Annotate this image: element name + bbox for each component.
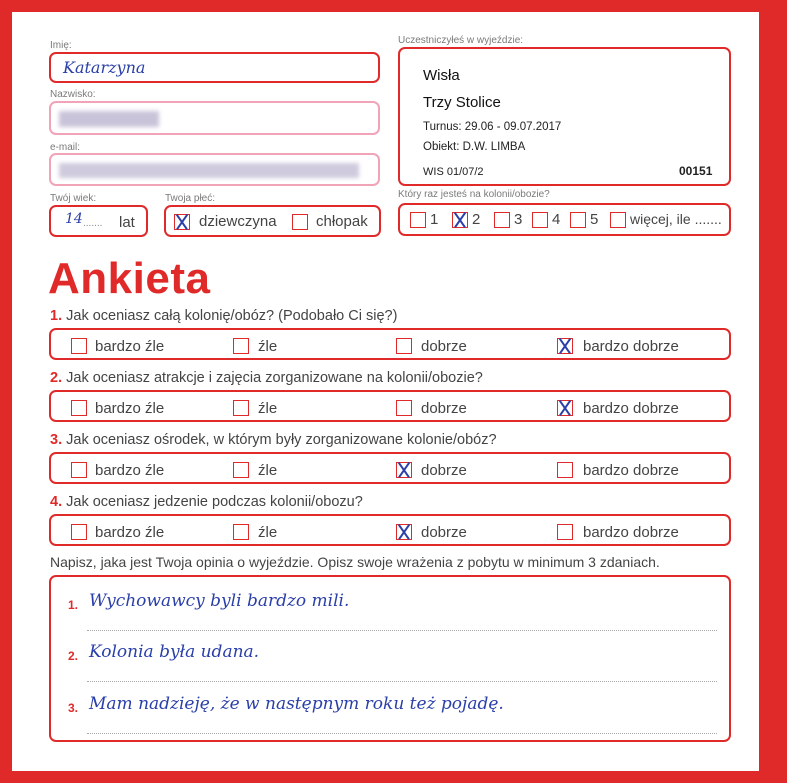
gender-male-checkbox[interactable] (292, 214, 308, 230)
opinion-box[interactable] (49, 575, 731, 742)
trip-box (398, 47, 731, 186)
surname-blurred (59, 111, 159, 127)
question-4-answers (49, 514, 731, 546)
question-1 (50, 308, 397, 324)
q1-option-dobrze-label: dobrze (421, 338, 467, 355)
email-blurred (59, 163, 359, 178)
times-1-checkbox[interactable] (410, 212, 426, 228)
q2-option-bardzo-dobrze-checkbox[interactable] (557, 400, 573, 416)
q3-option-bardzo-zle-label: bardzo źle (95, 462, 165, 479)
gender-field (164, 205, 381, 237)
times-2-checkbox[interactable] (452, 212, 468, 228)
opinion-line-3 (87, 733, 717, 734)
question-2-number: 2. (50, 370, 63, 386)
trip-number: 00151 (679, 164, 713, 178)
q4-option-bardzo-dobrze-label: bardzo dobrze (583, 524, 679, 541)
times-4-label: 4 (552, 211, 561, 228)
question-1-number: 1. (50, 308, 63, 324)
q2-option-zle-label: źle (258, 400, 278, 417)
trip-resort: Trzy Stolice (423, 94, 501, 111)
opinion-1-number: 1. (68, 598, 79, 612)
q3-option-bardzo-dobrze-checkbox[interactable] (557, 462, 573, 478)
times-label: Który raz jesteś na kolonii/obozie? (398, 189, 550, 200)
email-field[interactable] (49, 153, 380, 186)
name-value: Katarzyna (63, 58, 146, 77)
q4-option-zle-label: źle (258, 524, 278, 541)
opinion-prompt: Napisz, jaka jest Twoja opinia o wyjeździe. Opisz swoje wrażenia z pobytu w minimum 3 zdaniach. (50, 554, 660, 570)
surname-field[interactable] (49, 101, 380, 135)
name-label: Imię: (50, 40, 72, 51)
age-unit: lat (119, 214, 135, 231)
q3-option-zle-label: źle (258, 462, 278, 479)
q2-option-bardzo-zle-label: bardzo źle (95, 400, 165, 417)
q1-option-bardzo-dobrze-label: bardzo dobrze (583, 338, 679, 355)
q2-option-dobrze-checkbox[interactable] (396, 400, 412, 416)
trip-obiekt: Obiekt: D.W. LIMBA (423, 141, 526, 153)
age-field[interactable] (49, 205, 148, 237)
gender-female-label: dziewczyna (199, 213, 277, 230)
trip-turnus: Turnus: 29.06 - 09.07.2017 (423, 121, 562, 133)
age-label: Twój wiek: (50, 193, 97, 204)
trip-label: Uczestniczyłeś w wyjeździe: (398, 35, 524, 46)
q3-option-bardzo-zle-checkbox[interactable] (71, 462, 87, 478)
times-1-label: 1 (430, 211, 439, 228)
opinion-2-text: Kolonia była udana. (89, 642, 260, 662)
q2-option-zle-checkbox[interactable] (233, 400, 249, 416)
opinion-line-1 (87, 630, 717, 631)
q1-option-bardzo-zle-checkbox[interactable] (71, 338, 87, 354)
name-field[interactable] (49, 52, 380, 83)
q2-option-dobrze-label: dobrze (421, 400, 467, 417)
gender-male-label: chłopak (316, 213, 368, 230)
question-3-number: 3. (50, 432, 63, 448)
q4-option-dobrze-checkbox[interactable] (396, 524, 412, 540)
question-2-text: Jak oceniasz atrakcje i zajęcia zorganizowane na kolonii/obozie? (66, 370, 483, 386)
q4-option-bardzo-zle-label: bardzo źle (95, 524, 165, 541)
q1-option-dobrze-checkbox[interactable] (396, 338, 412, 354)
q1-option-bardzo-dobrze-checkbox[interactable] (557, 338, 573, 354)
times-field (398, 203, 731, 236)
opinion-1-text: Wychowawcy byli bardzo mili. (89, 591, 350, 611)
times-more-label: więcej, ile ....... (630, 211, 722, 227)
surname-label: Nazwisko: (50, 89, 96, 100)
age-dots: ....... (83, 218, 103, 229)
times-3-label: 3 (514, 211, 523, 228)
trip-place: Wisła (423, 67, 460, 84)
question-3-text: Jak oceniasz ośrodek, w którym były zorganizowane kolonie/obóz? (66, 432, 497, 448)
q4-option-zle-checkbox[interactable] (233, 524, 249, 540)
email-label: e-mail: (50, 142, 81, 153)
question-2 (50, 370, 483, 386)
gender-female-checkbox[interactable] (174, 214, 190, 230)
times-2-label: 2 (472, 211, 481, 228)
question-1-answers (49, 328, 731, 360)
times-3-checkbox[interactable] (494, 212, 510, 228)
question-4 (50, 494, 363, 510)
times-more-checkbox[interactable] (610, 212, 626, 228)
q2-option-bardzo-dobrze-label: bardzo dobrze (583, 400, 679, 417)
times-4-checkbox[interactable] (532, 212, 548, 228)
opinion-2-number: 2. (68, 649, 79, 663)
question-4-text: Jak oceniasz jedzenie podczas kolonii/obozu? (66, 494, 363, 510)
opinion-3-text: Mam nadzieję, że w następnym roku też pojadę. (89, 694, 504, 714)
trip-code: WIS 01/07/2 (423, 166, 484, 178)
q4-option-dobrze-label: dobrze (421, 524, 467, 541)
q3-option-dobrze-checkbox[interactable] (396, 462, 412, 478)
q3-option-zle-checkbox[interactable] (233, 462, 249, 478)
q1-option-zle-label: źle (258, 338, 278, 355)
question-3 (50, 432, 497, 448)
times-5-label: 5 (590, 211, 599, 228)
opinion-3-number: 3. (68, 701, 79, 715)
q2-option-bardzo-zle-checkbox[interactable] (71, 400, 87, 416)
q1-option-zle-checkbox[interactable] (233, 338, 249, 354)
gender-label: Twoja płeć: (165, 193, 216, 204)
question-2-answers (49, 390, 731, 422)
q3-option-bardzo-dobrze-label: bardzo dobrze (583, 462, 679, 479)
age-value: 14 (65, 211, 83, 227)
question-3-answers (49, 452, 731, 484)
q1-option-bardzo-zle-label: bardzo źle (95, 338, 165, 355)
question-4-number: 4. (50, 494, 63, 510)
q3-option-dobrze-label: dobrze (421, 462, 467, 479)
q4-option-bardzo-zle-checkbox[interactable] (71, 524, 87, 540)
question-1-text: Jak oceniasz całą kolonię/obóz? (Podobało Ci się?) (66, 308, 398, 324)
survey-title: Ankieta (48, 254, 211, 303)
q4-option-bardzo-dobrze-checkbox[interactable] (557, 524, 573, 540)
times-5-checkbox[interactable] (570, 212, 586, 228)
opinion-line-2 (87, 681, 717, 682)
